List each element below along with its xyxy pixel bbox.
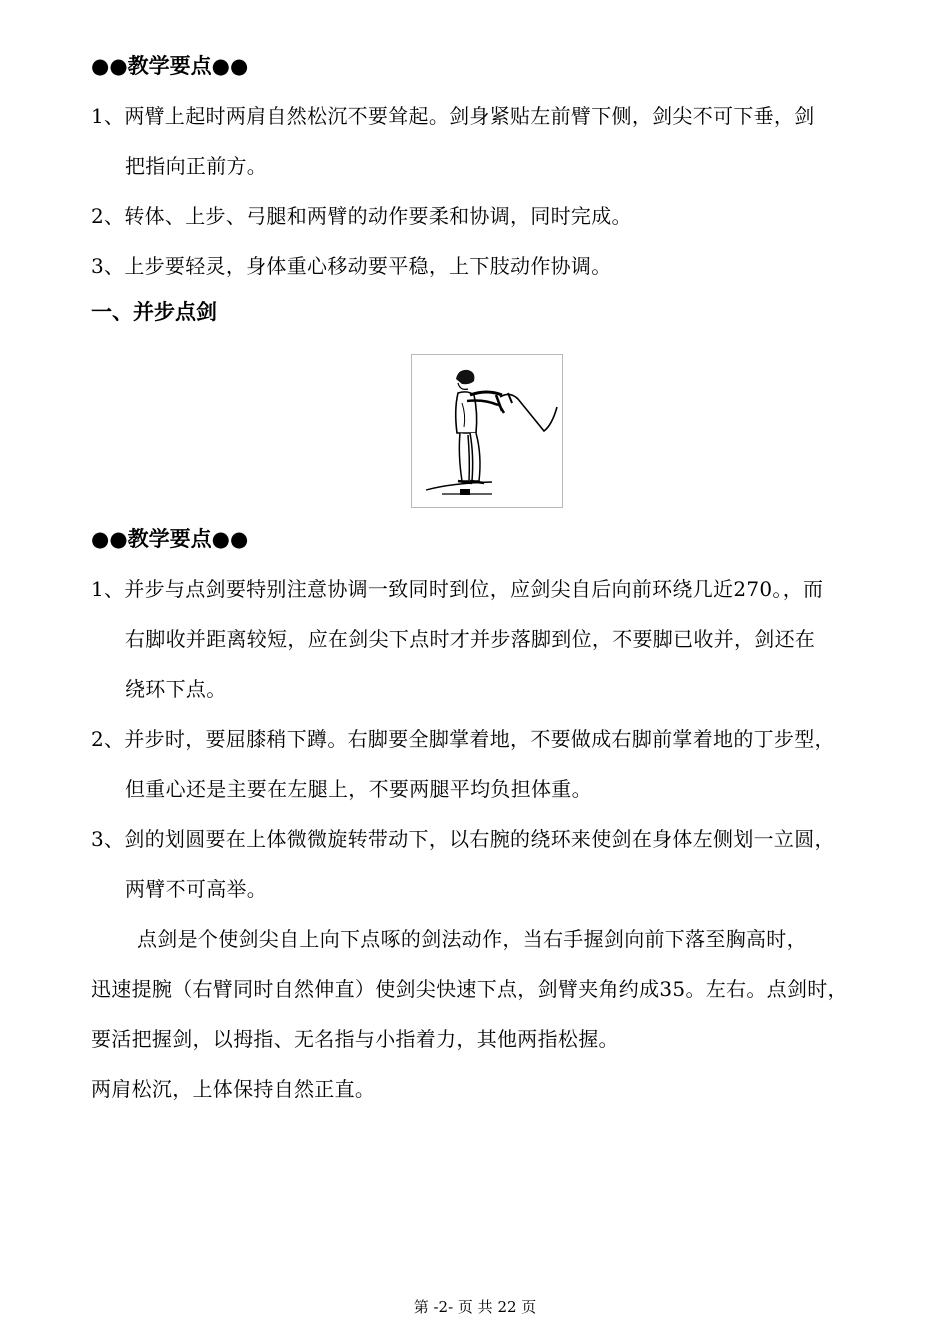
body-paragraph [91,914,891,1114]
teaching-point-2-1-line1: 1、并步与点剑要特别注意协调一致同时到位，应剑尖自后向前环绕几近270。，而 [91,577,824,601]
body-paragraph-line1-text: 点剑是个使剑尖自上向下点啄的剑法动作，当右手握剑向前下落至胸高时， [137,927,807,951]
teaching-point-1-3-line1: 3、上步要轻灵，身体重心移动要平稳，上下肢动作协调。 [91,254,612,278]
teaching-point-2-1-line3: 绕环下点。 [125,677,227,701]
teaching-point-1-2 [91,191,891,241]
body-paragraph-line2: 迅速提腕（右臂同时自然伸直）使剑尖快速下点，剑臂夹角约成35。左右。点剑时， [91,977,848,1001]
tai-chi-sword-figure-icon [412,355,562,507]
body-paragraph-line4: 两肩松沉，上体保持自然正直。 [91,1077,376,1101]
body-paragraph-line3: 要活把握剑，以拇指、无名指与小指着力，其他两指松握。 [91,1027,619,1051]
figure-frame [411,354,563,508]
teaching-point-1-2-line1: 2、转体、上步、弓腿和两臂的动作要柔和协调，同时完成。 [91,204,632,228]
teaching-point-1-1 [91,91,891,191]
teaching-point-2-3-line1: 3、剑的划圆要在上体微微旋转带动下，以右腕的绕环来使剑在身体左侧划一立圆， [91,827,835,851]
teaching-point-2-2-line2: 但重心还是主要在左腿上，不要两腿平均负担体重。 [125,777,592,801]
section-title: 一、并步点剑 [91,300,217,324]
teaching-point-1-3 [91,241,891,291]
body-paragraph-line1 [91,914,891,964]
teaching-points-heading-2: ●●教学要点●● [91,527,249,551]
teaching-point-2-2-line1: 2、并步时，要屈膝稍下蹲。右脚要全脚掌着地，不要做成右脚前掌着地的丁步型， [91,727,835,751]
teaching-point-2-2 [91,714,891,814]
teaching-point-2-1-line2: 右脚收并距离较短，应在剑尖下点时才并步落脚到位，不要脚已收并，剑还在 [125,627,816,651]
teaching-point-2-3-line2: 两臂不可高举。 [125,877,268,901]
teaching-point-1-1-line2: 把指向正前方。 [125,154,268,178]
teaching-point-1-1-line1: 1、两臂上起时两肩自然松沉不要耸起。剑身紧贴左前臂下侧，剑尖不可下垂，剑 [91,104,815,128]
teaching-point-2-1 [91,564,891,714]
teaching-point-2-3 [91,814,891,914]
page-footer: 第 -2- 页 共 22 页 [413,1298,537,1316]
teaching-points-heading-1: ●●教学要点●● [91,54,249,78]
